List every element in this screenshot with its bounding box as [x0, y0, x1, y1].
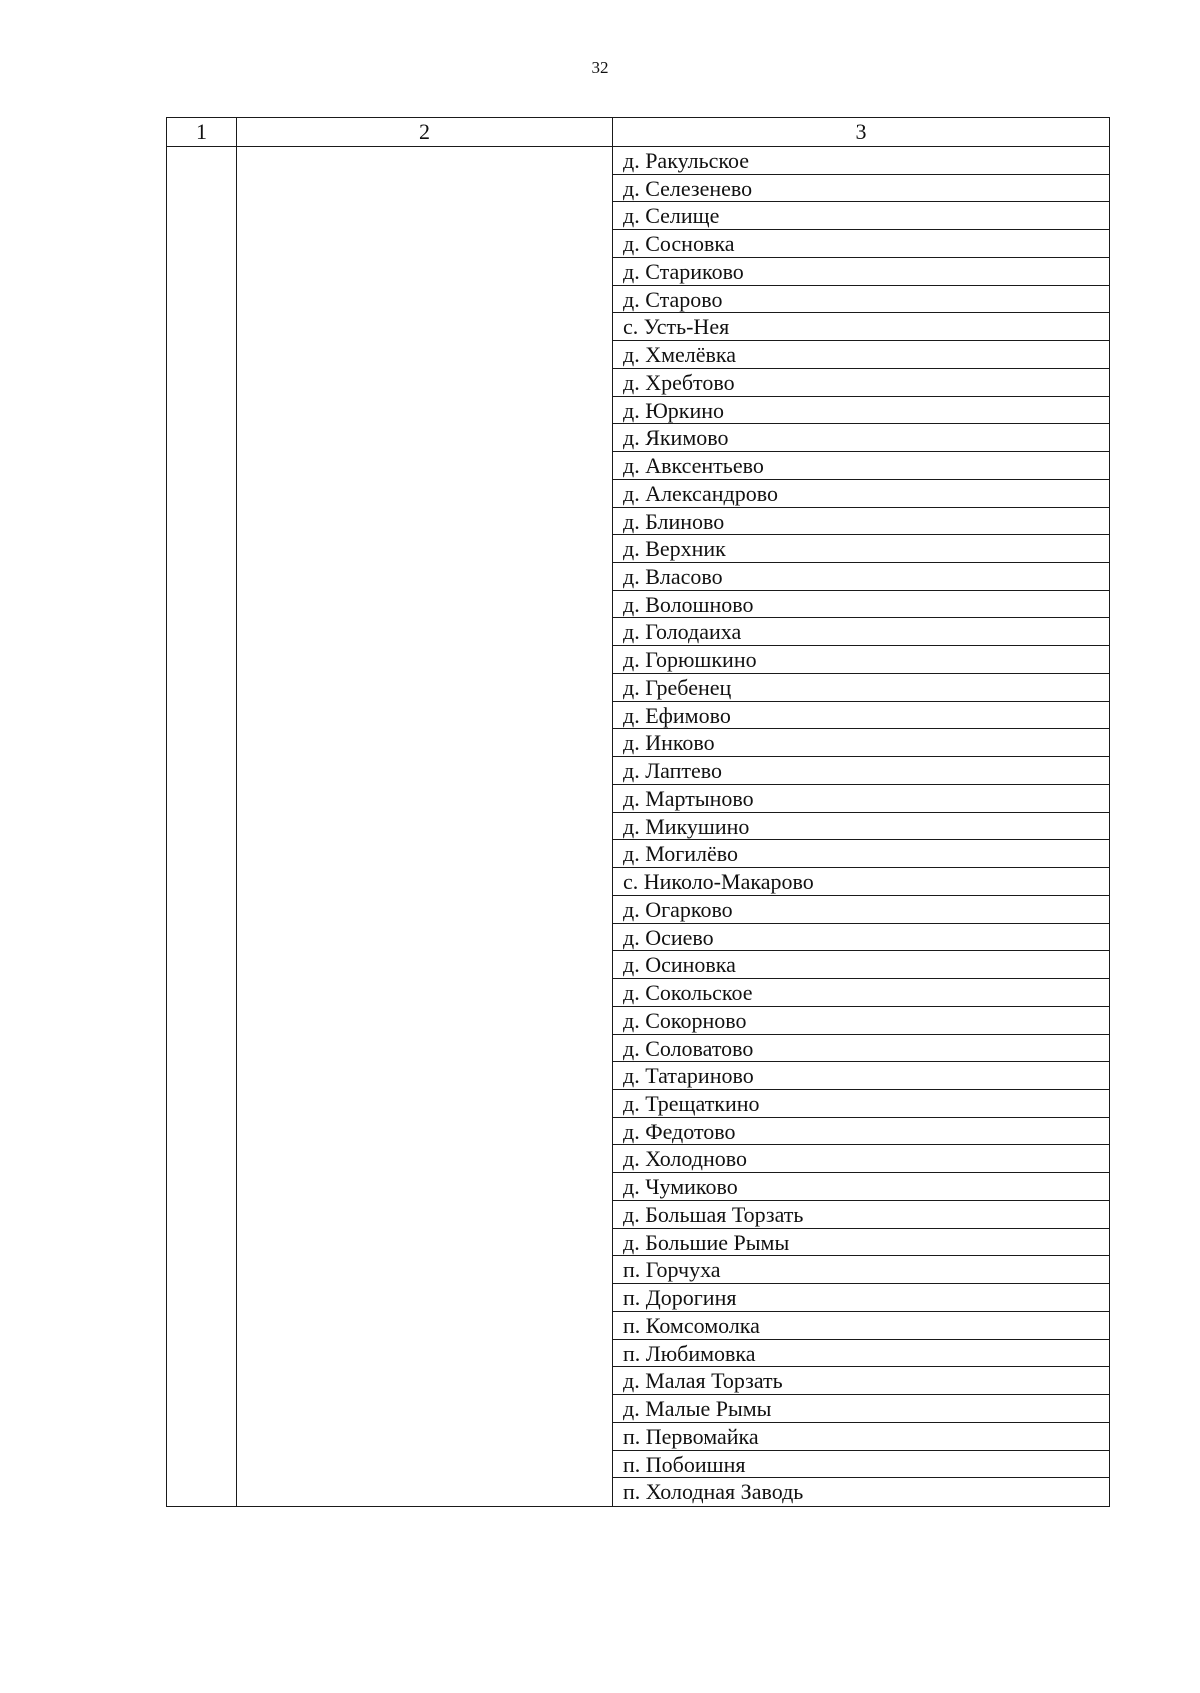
settlement-item: д. Селезенево — [613, 175, 1109, 203]
settlement-item: д. Холодново — [613, 1145, 1109, 1173]
settlement-item: д. Голодаиха — [613, 618, 1109, 646]
settlement-item: п. Побоишня — [613, 1451, 1109, 1479]
settlement-item: д. Большие Рымы — [613, 1229, 1109, 1257]
settlement-item: д. Старово — [613, 286, 1109, 314]
settlement-item: д. Верхник — [613, 535, 1109, 563]
settlement-item: д. Федотово — [613, 1118, 1109, 1146]
column-header-3: 3 — [613, 118, 1110, 147]
settlement-item: д. Хребтово — [613, 369, 1109, 397]
settlement-item: д. Осиновка — [613, 951, 1109, 979]
settlement-item: д. Инково — [613, 729, 1109, 757]
settlement-item: п. Любимовка — [613, 1340, 1109, 1368]
settlement-item: д. Сокольское — [613, 979, 1109, 1007]
settlement-item: д. Ефимово — [613, 702, 1109, 730]
settlement-item: д. Огарково — [613, 896, 1109, 924]
settlement-item: д. Соловатово — [613, 1035, 1109, 1063]
settlement-item: д. Якимово — [613, 424, 1109, 452]
column-header-1: 1 — [167, 118, 237, 147]
settlement-item: д. Селище — [613, 202, 1109, 230]
settlement-item: п. Дорогиня — [613, 1284, 1109, 1312]
page-number: 32 — [591, 58, 609, 77]
settlement-item: д. Александрово — [613, 480, 1109, 508]
settlement-item: п. Горчуха — [613, 1256, 1109, 1284]
settlement-item: п. Комсомолка — [613, 1312, 1109, 1340]
settlement-item: д. Волошново — [613, 591, 1109, 619]
settlement-item: с. Николо-Макарово — [613, 868, 1109, 896]
settlement-item: д. Большая Торзать — [613, 1201, 1109, 1229]
settlement-item: д. Хмелёвка — [613, 341, 1109, 369]
settlement-item: д. Сосновка — [613, 230, 1109, 258]
settlement-item: д. Чумиково — [613, 1173, 1109, 1201]
settlement-item: п. Первомайка — [613, 1423, 1109, 1451]
settlement-item: д. Гребенец — [613, 674, 1109, 702]
settlement-item: д. Микушино — [613, 813, 1109, 841]
settlement-item: д. Стариково — [613, 258, 1109, 286]
settlement-list — [613, 147, 1109, 1506]
settlement-item: д. Могилёво — [613, 840, 1109, 868]
settlement-item: д. Блиново — [613, 508, 1109, 536]
settlement-item: д. Трещаткино — [613, 1090, 1109, 1118]
settlement-item: д. Власово — [613, 563, 1109, 591]
settlement-item: д. Лаптево — [613, 757, 1109, 785]
table-header-row — [167, 118, 1110, 147]
settlement-list-cell — [613, 147, 1110, 1507]
settlement-item: д. Татариново — [613, 1062, 1109, 1090]
settlements-table — [166, 117, 1110, 1507]
settlement-item: д. Юркино — [613, 397, 1109, 425]
column-header-2: 2 — [237, 118, 613, 147]
settlement-item: д. Мартыново — [613, 785, 1109, 813]
settlement-item: д. Ракульское — [613, 147, 1109, 175]
settlement-item: д. Малые Рымы — [613, 1395, 1109, 1423]
column-1-cell — [167, 147, 237, 1507]
settlement-item: д. Сокорново — [613, 1007, 1109, 1035]
table-row — [167, 147, 1110, 1507]
settlement-item: д. Горюшкино — [613, 646, 1109, 674]
column-2-cell — [237, 147, 613, 1507]
settlement-item: д. Осиево — [613, 924, 1109, 952]
settlement-item: п. Холодная Заводь — [623, 1479, 804, 1505]
settlement-item: д. Авксентьево — [613, 452, 1109, 480]
settlement-item: с. Усть-Нея — [613, 313, 1109, 341]
settlement-item: д. Малая Торзать — [613, 1367, 1109, 1395]
